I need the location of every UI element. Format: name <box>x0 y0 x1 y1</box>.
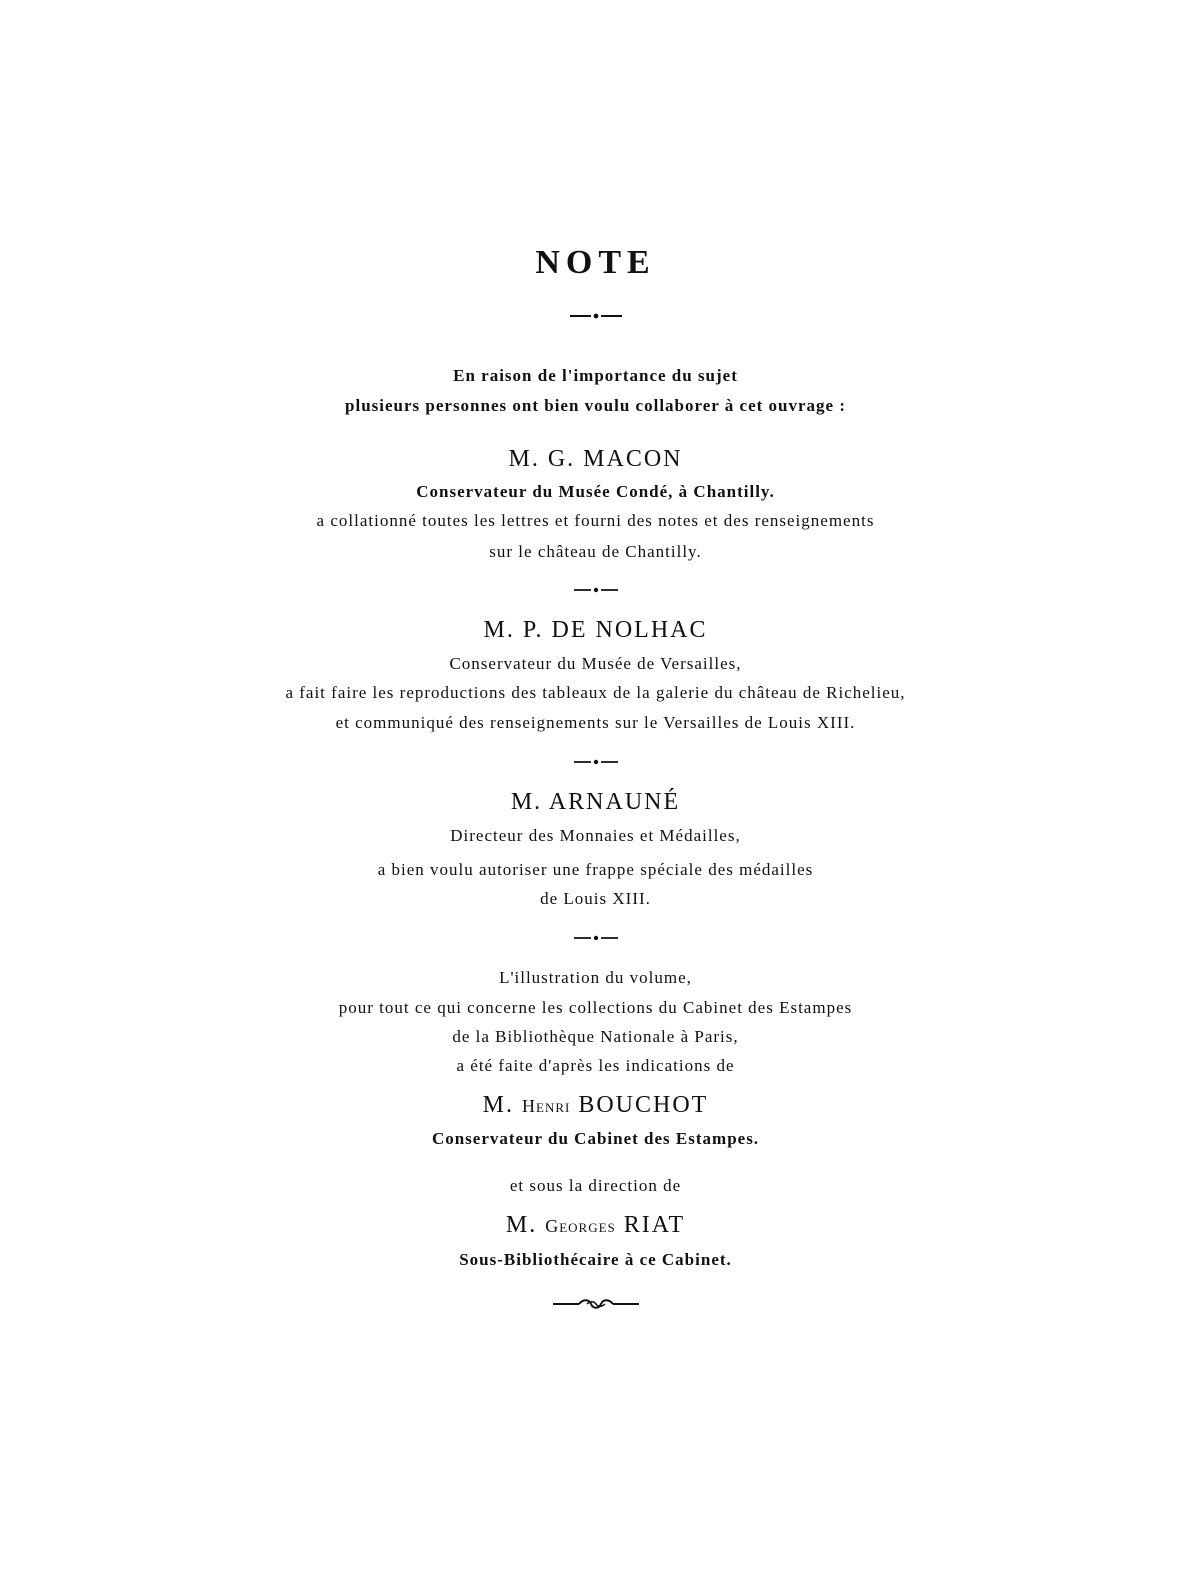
illustration-line-2: pour tout ce qui concerne les collections du Cabinet des Estampes <box>338 998 853 1017</box>
bouchot-prefix: M. <box>482 1092 522 1118</box>
bouchot-surname: BOUCHOT <box>570 1092 709 1118</box>
illustration-line-4: a été faite d'après les indications de <box>456 1056 735 1075</box>
macon-role: Conservateur du Musée Condé, à Chantilly. <box>416 482 775 501</box>
intro-line-1: En raison de l'importance du sujet <box>453 366 738 385</box>
macon-name: M. G. MACON <box>508 446 683 472</box>
intro-line-2: plusieurs personnes ont bien voulu collaborer à cet ouvrage : <box>345 396 846 415</box>
dash-ornament <box>0 586 1191 594</box>
scroll-ornament <box>0 1298 1191 1310</box>
arnaune-line-2: de Louis XIII. <box>540 889 651 908</box>
riat-name <box>0 1212 1191 1239</box>
bouchot-name <box>0 1092 1191 1119</box>
bouchot-role: Conservateur du Cabinet des Estampes. <box>431 1129 760 1148</box>
arnaune-name: M. ARNAUNÉ <box>510 789 681 815</box>
bouchot-given-name: Henri <box>522 1096 571 1116</box>
nolhac-role: Conservateur du Musée de Versailles, <box>449 654 742 673</box>
arnaune-role: Directeur des Monnaies et Médailles, <box>450 826 741 845</box>
page-title: NOTE <box>535 244 656 281</box>
dash-ornament <box>0 934 1191 942</box>
illustration-line-3: de la Bibliothèque Nationale à Paris, <box>452 1027 739 1046</box>
riat-prefix: M. <box>505 1212 546 1238</box>
riat-role: Sous-Bibliothécaire à ce Cabinet. <box>459 1250 732 1269</box>
nolhac-name: M. P. DE NOLHAC <box>483 617 708 643</box>
riat-given-name: Georges <box>545 1216 616 1236</box>
arnaune-line-1: a bien voulu autoriser une frappe spéciale des médailles <box>377 860 814 879</box>
nolhac-line-2: et communiqué des renseignements sur le Versailles de Louis XIII. <box>335 713 856 732</box>
illustration-line-1: L'illustration du volume, <box>499 968 692 987</box>
macon-line-1: a collationné toutes les lettres et fourni des notes et des renseignements <box>316 511 875 530</box>
nolhac-line-1: a fait faire les reproductions des tableaux de la galerie du château de Richelieu, <box>285 683 906 702</box>
direction-line: et sous la direction de <box>509 1176 682 1195</box>
dash-ornament <box>0 312 1191 320</box>
macon-line-2: sur le château de Chantilly. <box>489 542 702 561</box>
riat-surname: RIAT <box>615 1212 686 1238</box>
dash-ornament <box>0 758 1191 766</box>
